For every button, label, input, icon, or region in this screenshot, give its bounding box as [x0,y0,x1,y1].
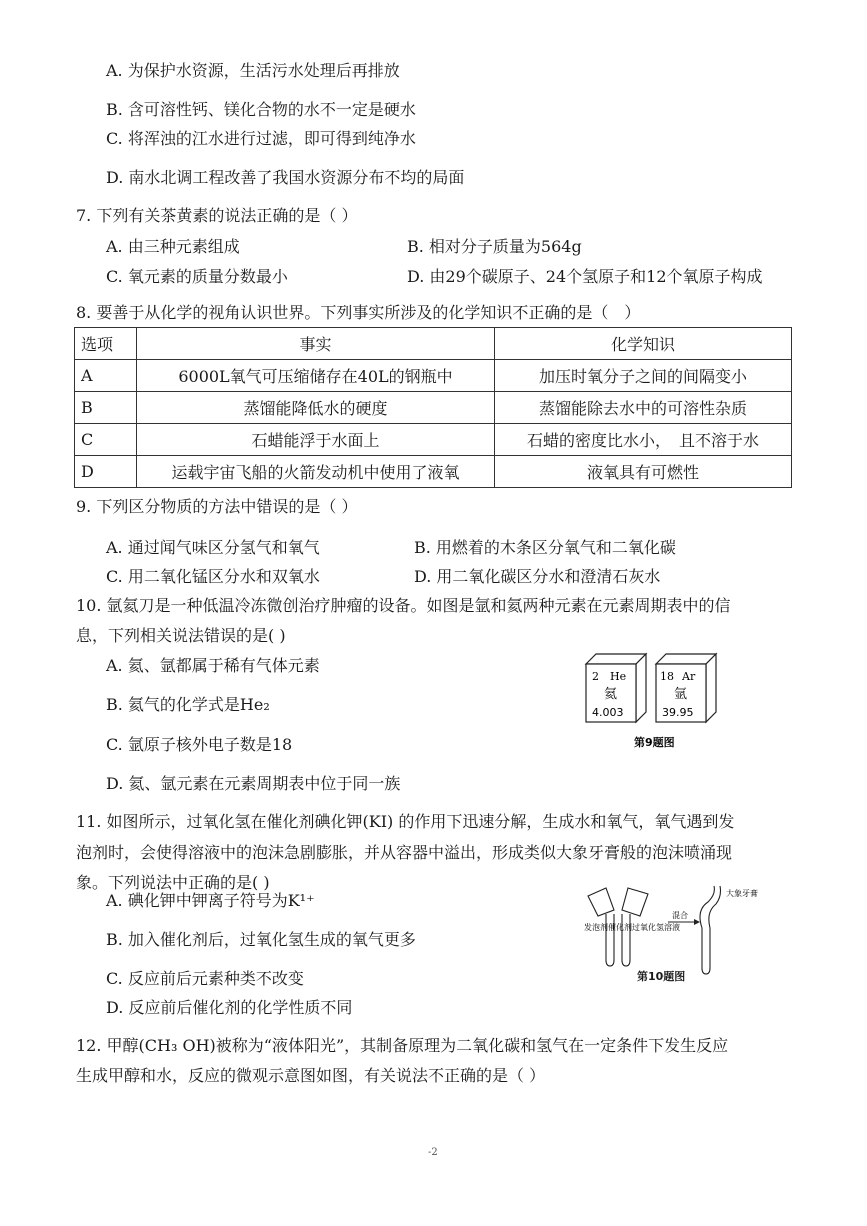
he-symbol: He [610,670,627,683]
q10-option-c: C. 氩原子核外电子数是18 [106,735,293,754]
result-tube [702,928,710,974]
ar-symbol: Ar [682,670,696,683]
q8-table [74,327,792,488]
table-cell: 蒸馏能除去水中的可溶性杂质 [495,392,792,424]
q6-option-d: D. 南水北调工程改善了我国水资源分布不均的局面 [106,168,465,187]
element-cells-figure [584,650,724,750]
foam-right [709,886,721,928]
table-cell: A [75,360,137,392]
he-number: 2 [592,670,599,683]
label-peroxide: 过氧化氢溶液 [632,923,680,932]
table-row [75,456,792,488]
q8-stem: 8. 要善于从化学的视角认识世界。下列事实所涉及的化学知识不正确的是（ ） [76,303,641,322]
q9-option-b: B. 用燃着的木条区分氧气和二氧化碳 [414,538,676,557]
table-header-option: 选项 [75,328,137,360]
table-header-fact: 事实 [137,328,495,360]
tube-left [606,914,614,966]
label-elephant-toothpaste: 大象牙膏 [726,889,758,898]
table-row [75,424,792,456]
q6-option-c: C. 将浑浊的江水进行过滤，即可得到纯净水 [106,129,416,148]
table-cell: 加压时氧分子之间的间隔变小 [495,360,792,392]
table-header-row [75,328,792,360]
label-foaming-agent: 发泡剂催化剂 [584,923,632,932]
q9-stem: 9. 下列区分物质的方法中错误的是（ ） [76,497,358,516]
q11-option-c: C. 反应前后元素种类不改变 [106,969,304,988]
tube-right [622,914,630,966]
q11-stem-line1: 11. 如图所示，过氧化氢在催化剂碘化钾(KI) 的作用下迅速分解，生成水和氧气，氧气遇到发 [76,812,735,831]
foam-left [700,886,714,928]
q7-option-b: B. 相对分子质量为564g [407,237,582,256]
table-cell: 蒸馏能降低水的硬度 [137,392,495,424]
tilted-cup-right [622,888,648,916]
label-mix: 混合 [672,911,688,920]
q7-option-c: C. 氧元素的质量分数最小 [106,267,288,286]
ar-name: 氩 [674,687,688,702]
table-cell: D [75,456,137,488]
q9-option-a: A. 通过闻气味区分氢气和氧气 [106,538,320,557]
argon-cell [656,654,716,722]
figure-caption-q10: 第9题图 [634,736,675,749]
q6-option-a: A. 为保护水资源，生活污水处理后再排放 [106,61,400,80]
he-name: 氦 [604,687,618,702]
table-cell: 石蜡能浮于水面上 [137,424,495,456]
q7-option-a: A. 由三种元素组成 [106,237,240,256]
q7-stem: 7. 下列有关茶黄素的说法正确的是（ ） [76,206,358,225]
table-cell: 石蜡的密度比水小， 且不溶于水 [495,424,792,456]
q11-option-a: A. 碘化钾中钾离子符号为K¹⁺ [106,891,315,910]
table-cell: 液氧具有可燃性 [495,456,792,488]
page-number: -2 [428,1147,438,1158]
table-cell: 6000L氧气可压缩储存在40L的钢瓶中 [137,360,495,392]
q11-stem-line2: 泡剂时，会使得溶液中的泡沫急剧膨胀，并从容器中溢出，形成类似大象牙膏般的泡沫喷涌现 [76,843,733,862]
ar-mass: 39.95 [662,706,694,719]
q12-stem-line1: 12. 甲醇(CH₃ OH)被称为“液体阳光”，其制备原理为二氧化碳和氢气在一定条件下发生反应 [76,1036,729,1055]
q11-option-b: B. 加入催化剂后，过氧化氢生成的氧气更多 [106,930,416,949]
q10-option-a: A. 氦、氩都属于稀有气体元素 [106,656,320,675]
q11-option-d: D. 反应前后催化剂的化学性质不同 [106,998,353,1017]
q9-option-d: D. 用二氧化碳区分水和澄清石灰水 [414,567,661,586]
table-cell: B [75,392,137,424]
table-header-knowledge: 化学知识 [495,328,792,360]
q6-option-b: B. 含可溶性钙、镁化合物的水不一定是硬水 [106,100,416,119]
figure-caption-q11: 第10题图 [637,970,686,983]
arrow-head-icon [694,919,700,925]
q10-option-b: B. 氦气的化学式是He₂ [106,695,270,714]
q12-stem-line2: 生成甲醇和水，反应的微观示意图如图，有关说法不正确的是（ ） [76,1066,546,1085]
q10-stem-line1: 10. 氩氦刀是一种低温冷冻微创治疗肿瘤的设备。如图是氩和氦两种元素在元素周期表中的信 [76,596,731,615]
helium-cell [586,654,646,722]
q10-stem-line2: 息，下列相关说法错误的是( ) [76,626,286,645]
q11-stem-line3: 象。下列说法中正确的是( ) [76,873,270,892]
q7-option-d: D. 由29个碳原子、24个氢原子和12个氧原子构成 [407,267,763,286]
table-row [75,360,792,392]
table-cell: C [75,424,137,456]
table-row [75,392,792,424]
q10-option-d: D. 氦、氩元素在元素周期表中位于同一族 [106,774,401,793]
table-cell: 运载宇宙飞船的火箭发动机中使用了液氧 [137,456,495,488]
ar-number: 18 [660,670,674,683]
q9-option-c: C. 用二氧化锰区分水和双氧水 [106,567,320,586]
he-mass: 4.003 [592,706,624,719]
tilted-cup-left [588,888,614,916]
elephant-toothpaste-figure [584,880,764,980]
